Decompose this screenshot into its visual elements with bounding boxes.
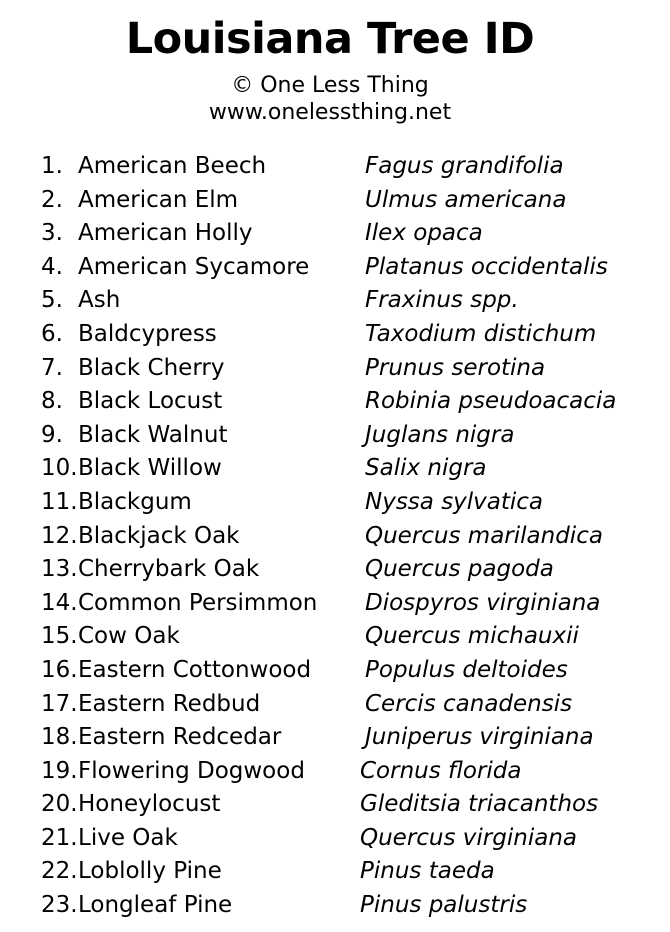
common-name: Black Cherry [78,354,225,381]
tree-list-item [0,688,670,722]
scientific-name: Taxodium distichum [365,320,597,347]
common-name: Ash [78,287,121,314]
scientific-name: Cornus florida [360,757,522,784]
scientific-name: Populus deltoides [365,656,568,683]
item-number: 16. [41,656,78,683]
scientific-name: Ulmus americana [365,186,567,213]
common-name: Honeylocust [78,791,221,818]
scientific-name: Quercus pagoda [365,556,554,583]
tree-list-item [0,184,670,218]
item-number: 20. [41,791,78,818]
item-number: 3. [41,220,63,247]
common-name: Live Oak [78,824,178,851]
tree-list-item [0,352,670,386]
copyright-notice: © One Less Thing [231,73,429,98]
item-number: 8. [41,388,63,415]
tree-list-item [0,217,670,251]
tree-list-item [0,150,670,184]
item-number: 4. [41,253,63,280]
common-name: Eastern Cottonwood [78,656,312,683]
common-name: American Holly [78,220,253,247]
item-number: 18. [41,724,78,751]
tree-list-item [0,486,670,520]
tree-list-item [0,385,670,419]
item-number: 7. [41,354,63,381]
common-name: Black Locust [78,388,223,415]
scientific-name: Pinus palustris [360,892,528,919]
item-number: 11. [41,488,78,515]
common-name: Baldcypress [78,320,217,347]
tree-list-item [0,822,670,856]
scientific-name: Platanus occidentalis [365,253,608,280]
tree-list-item [0,755,670,789]
scientific-name: Prunus serotina [365,354,546,381]
common-name: Blackjack Oak [78,522,240,549]
item-number: 17. [41,690,78,717]
item-number: 10. [41,455,78,482]
item-number: 1. [41,153,63,179]
tree-list-item [0,620,670,654]
item-number: 14. [41,589,78,616]
scientific-name: Pinus taeda [360,858,495,885]
common-name: Cherrybark Oak [78,556,260,583]
item-number: 19. [41,757,78,784]
common-name: Cow Oak [78,623,180,650]
scientific-name: Quercus virginiana [360,824,577,851]
common-name: American Elm [78,186,239,213]
item-number: 2. [41,186,63,213]
item-number: 12. [41,522,78,549]
scientific-name: Fagus grandifolia [365,153,564,179]
common-name: Blackgum [78,488,192,515]
common-name: American Beech [78,153,267,179]
tree-list [0,150,670,923]
tree-list-item [0,520,670,554]
item-number: 6. [41,320,63,347]
item-number: 9. [41,421,63,448]
tree-list-item [0,452,670,486]
item-number: 13. [41,556,78,583]
common-name: Flowering Dogwood [78,757,305,784]
item-number: 15. [41,623,78,650]
tree-list-item [0,654,670,688]
common-name: Black Walnut [78,421,228,448]
tree-list-item [0,889,670,923]
tree-list-item [0,419,670,453]
tree-list-item [0,788,670,822]
item-number: 5. [41,287,63,314]
common-name: Loblolly Pine [78,858,222,885]
scientific-name: Quercus marilandica [365,522,603,549]
common-name: Longleaf Pine [78,892,233,919]
tree-list-item [0,553,670,587]
scientific-name: Juniperus virginiana [365,724,594,751]
common-name: American Sycamore [78,253,310,280]
page-title: Louisiana Tree ID [125,14,535,64]
scientific-name: Diospyros virginiana [365,589,601,616]
item-number: 21. [41,824,78,851]
scientific-name: Ilex opaca [365,220,483,247]
scientific-name: Nyssa sylvatica [365,488,544,515]
tree-list-item [0,587,670,621]
website-url: www.onelessthing.net [208,100,452,125]
tree-list-item [0,251,670,285]
tree-list-item [0,721,670,755]
tree-list-item [0,284,670,318]
tree-list-item [0,855,670,889]
common-name: Black Willow [78,455,222,482]
common-name: Eastern Redcedar [78,724,282,751]
tree-list-item [0,318,670,352]
item-number: 23. [41,892,78,919]
item-number: 22. [41,858,78,885]
scientific-name: Salix nigra [365,455,487,482]
scientific-name: Quercus michauxii [365,623,579,650]
scientific-name: Juglans nigra [365,421,515,448]
common-name: Eastern Redbud [78,690,261,717]
scientific-name: Robinia pseudoacacia [365,388,617,415]
scientific-name: Gleditsia triacanthos [360,791,599,818]
common-name: Common Persimmon [78,589,318,616]
scientific-name: Fraxinus spp. [365,287,519,314]
scientific-name: Cercis canadensis [365,690,573,717]
